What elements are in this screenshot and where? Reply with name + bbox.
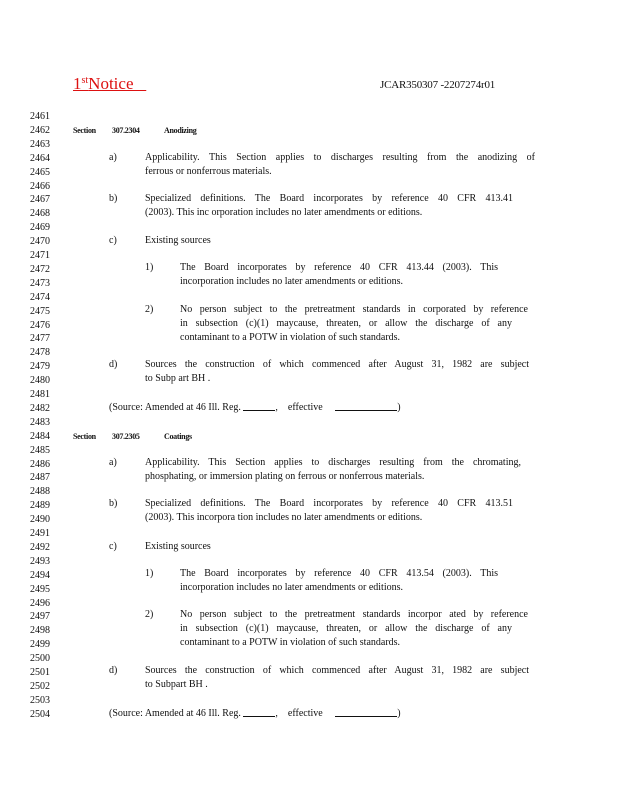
line-number: 2470 [30, 236, 50, 248]
item-2-line-3: contaminant to a POTW in violation of such standards. [180, 332, 401, 343]
document-code: JCAR350307 -2207274r01 [380, 79, 496, 91]
subsection-d-marker: d) [109, 665, 118, 676]
section-number: 307.2305 [112, 432, 140, 441]
subsection-c-heading: Existing sources [145, 541, 211, 552]
line-number: 2461 [30, 111, 50, 122]
line-number: 2484 [30, 430, 50, 442]
item-2-line-2: in subsection (c)(1) maycause, threaten, or allow the discharge of any [180, 623, 512, 634]
line-number: 2467 [30, 194, 50, 206]
line-number: 2490 [30, 514, 50, 526]
item-2-line-2: in subsection (c)(1) maycause, threaten, or allow the discharge of any [180, 318, 512, 329]
item-2-line-1: No person subject to the pretreatment standards incorpor ated by reference [180, 609, 528, 620]
subsection-a-line-1: Applicability. This Section applies to discharges resulting from the chromating, [145, 457, 521, 468]
subsection-c-heading: Existing sources [145, 235, 211, 246]
line-number: 2474 [30, 291, 50, 303]
item-2-line-3: contaminant to a POTW in violation of such standards. [180, 637, 401, 648]
line-number: 2479 [30, 361, 50, 373]
line-number: 2478 [30, 347, 50, 359]
section-title: Coatings [164, 432, 192, 441]
line-number: 2497 [30, 611, 50, 623]
item-1-marker: 1) [145, 568, 154, 579]
subsection-a-line-2: ferrous or nonferrous materials. [145, 166, 272, 177]
line-number: 2492 [30, 541, 50, 553]
line-number: 2499 [30, 639, 50, 651]
section-label: Section [73, 432, 96, 441]
item-2-marker: 2) [145, 304, 154, 315]
line-number: 2468 [30, 208, 50, 220]
subsection-b-line-2: (2003). This inc orporation includes no later amendments or editions. [145, 207, 423, 218]
register-number-blank [243, 401, 275, 411]
subsection-b-marker: b) [109, 193, 118, 204]
line-number: 2481 [30, 389, 50, 400]
item-1-line-1: The Board incorporates by reference 40 CFR 413.54 (2003). This [180, 568, 498, 579]
subsection-b-marker: b) [109, 498, 118, 509]
source-note: (Source: Amended at 46 Ill. Reg. , effective ) [109, 708, 401, 719]
subsection-d-line-2: to Subp art BH . [145, 373, 211, 384]
line-number: 2482 [30, 402, 50, 414]
item-2-line-1: No person subject to the pretreatment standards in corporated by reference [180, 304, 528, 315]
subsection-d-line-1: Sources the construction of which commenced after August 31, 1982 are subject [145, 665, 529, 676]
subsection-a-line-2: phosphating, or immersion plating on ferrous or nonferrous materials. [145, 471, 425, 482]
subsection-b-line-2: (2003). This incorpora tion includes no later amendments or editions. [145, 512, 423, 523]
subsection-a-marker: a) [109, 152, 117, 163]
subsection-b-line-1: Specialized definitions. The Board incorporates by reference 40 CFR 413.51 [145, 498, 513, 509]
source-note: (Source: Amended at 46 Ill. Reg. , effective ) [109, 402, 401, 413]
section-title: Anodizing [164, 126, 197, 135]
subsection-c-marker: c) [109, 541, 117, 552]
line-number: 2466 [30, 180, 50, 192]
line-number: 2489 [30, 500, 50, 512]
line-number: 2462 [30, 124, 50, 136]
line-number: 2476 [30, 319, 50, 331]
line-number: 2502 [30, 680, 50, 692]
line-number: 2495 [30, 583, 50, 595]
effective-date-blank [335, 707, 397, 717]
register-number-blank [243, 707, 275, 717]
line-number: 2471 [30, 250, 50, 261]
line-number: 2501 [30, 667, 50, 678]
line-number: 2494 [30, 569, 50, 581]
subsection-c-marker: c) [109, 235, 117, 246]
line-number: 2486 [30, 458, 50, 470]
line-number: 2469 [30, 222, 50, 234]
line-number: 2472 [30, 263, 50, 275]
item-1-marker: 1) [145, 262, 154, 273]
line-number: 2503 [30, 694, 50, 706]
line-number: 2483 [30, 416, 50, 428]
item-1-line-2: incorporation includes no later amendments or editions. [180, 582, 403, 593]
line-number: 2500 [30, 653, 50, 665]
line-number: 2463 [30, 138, 50, 150]
line-number: 2491 [30, 528, 50, 539]
section-label: Section [73, 126, 96, 135]
item-1-line-2: incorporation includes no later amendments or editions. [180, 276, 403, 287]
notice-label: 1stNotice [73, 74, 134, 93]
effective-date-blank [335, 401, 397, 411]
subsection-d-marker: d) [109, 359, 118, 370]
line-number: 2488 [30, 486, 50, 498]
line-number: 2485 [30, 444, 50, 456]
item-1-line-1: The Board incorporates by reference 40 CFR 413.44 (2003). This [180, 262, 498, 273]
subsection-d-line-1: Sources the construction of which commenced after August 31, 1982 are subject [145, 359, 529, 370]
line-number: 2464 [30, 152, 50, 164]
line-number: 2493 [30, 555, 50, 567]
line-number: 2480 [30, 375, 50, 387]
line-number: 2465 [30, 166, 50, 178]
item-2-marker: 2) [145, 609, 154, 620]
subsection-d-line-2: to Subpart BH . [145, 679, 208, 690]
line-number: 2504 [30, 708, 50, 720]
line-number: 2473 [30, 277, 50, 289]
line-number: 2498 [30, 625, 50, 637]
subsection-a-marker: a) [109, 457, 117, 468]
line-number: 2496 [30, 597, 50, 609]
subsection-a-line-1: Applicability. This Section applies to discharges resulting from the anodizing of [145, 152, 535, 163]
line-number: 2477 [30, 333, 50, 345]
section-number: 307.2304 [112, 126, 140, 135]
line-number: 2475 [30, 305, 50, 317]
subsection-b-line-1: Specialized definitions. The Board incorporates by reference 40 CFR 413.41 [145, 193, 513, 204]
line-number: 2487 [30, 472, 50, 484]
